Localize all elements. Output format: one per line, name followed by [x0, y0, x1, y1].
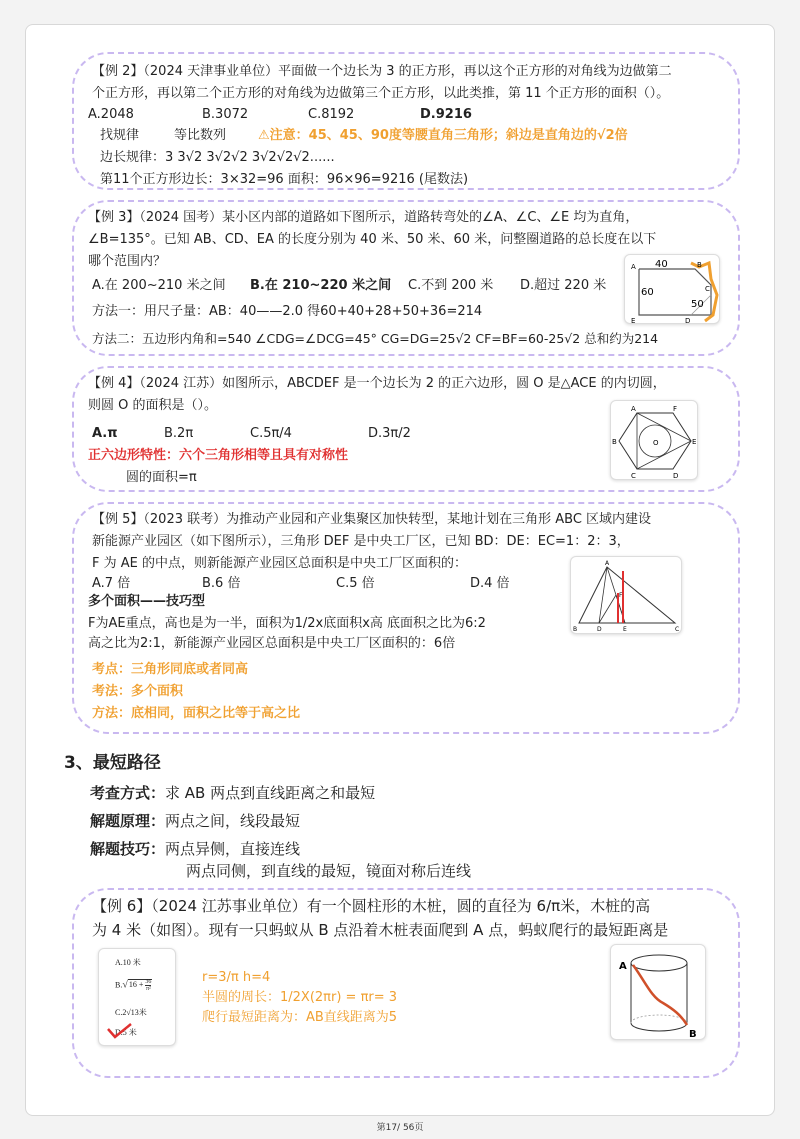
ex6-check-mark [105, 1021, 135, 1041]
ex6-options-card [98, 948, 176, 1046]
ex3-label-d: D [685, 317, 691, 325]
ex6-option-b-base: 16 + [128, 980, 144, 990]
ex2-option-d: D.9216 [420, 107, 472, 122]
ex6-solution-3: 爬行最短距离为：AB直线距离为5 [202, 1010, 398, 1025]
section-3-title: 3、最短路径 [64, 753, 161, 773]
ex3-option-c: C.不到 200 米 [408, 278, 494, 293]
ex4-label-e: E [692, 438, 697, 446]
ex4-label-f: F [673, 405, 678, 413]
section-3-way [90, 782, 375, 803]
ex5-triangle-figure [570, 556, 682, 634]
ex6-label-b: B [689, 1029, 697, 1040]
ex6-label-a: A [619, 961, 627, 972]
ex6-cylinder-diagram [611, 945, 707, 1041]
ex5-analysis-2: 高之比为2:1，新能源产业园区总面积是中央工厂区面积的：6倍 [88, 636, 456, 651]
ex4-answer: 圆的面积=π [126, 470, 197, 485]
ex3-option-a: A.在 200~210 米之间 [92, 278, 226, 293]
example-2-box [72, 52, 740, 190]
section-3-principle [90, 810, 300, 831]
ex4-label-a: A [631, 405, 636, 413]
ex6-option-b-num: 36 [145, 979, 152, 985]
ex6-solution-1: r=3/π h=4 [202, 970, 271, 985]
ex6-question-line2: 为 4 米（如图）。现有一只蚂蚁从 B 点沿着木桩表面爬到 A 点，蚂蚁爬行的最短距离是 [92, 921, 669, 939]
ex2-question-line1: 【例 2】（2024 天津事业单位）平面做一个边长为 3 的正方形，再以这个正方形的对角线为边做第二 [92, 64, 672, 79]
ex4-hexagon-diagram [611, 401, 699, 481]
ex3-label-c: C [705, 285, 710, 293]
ex5-question-line1: 【例 5】（2023 联考）为推动产业园和产业集聚区加快转型，某地计划在三角形 ABC 区域内建设 [92, 512, 652, 527]
page-number: 第17/ 56页 [376, 1123, 424, 1133]
ex6-solution-2: 半圆的周长：1/2X(2πr) = πr= 3 [202, 990, 398, 1005]
ex4-question-line2: 则圆 O 的面积是（）。 [88, 398, 217, 413]
ex3-label-60: 60 [641, 287, 654, 298]
section-3-way-label: 考查方式： [90, 784, 166, 802]
ex5-analysis-1: F为AE重点，高也是为一半，面积为1/2x底面积x高 底面积之比为6:2 [88, 616, 486, 631]
ex2-method-2: 等比数列 [174, 128, 227, 143]
section-3-skill-2: 两点同侧，到直线的最短，镜面对称后连线 [186, 862, 472, 880]
ex4-hexagon-figure [610, 400, 698, 480]
ex4-option-c: C.5π/4 [250, 426, 292, 441]
ex3-option-d: D.超过 220 米 [520, 278, 607, 293]
ex5-option-b: B.6 倍 [202, 576, 241, 591]
ex2-option-c: C.8192 [308, 107, 355, 122]
ex5-label-b: B [573, 626, 578, 633]
ex3-label-e: E [631, 317, 636, 325]
ex5-label-f: F [619, 592, 623, 599]
ex5-label-e: E [623, 626, 627, 633]
ex5-question-line2: 新能源产业园区（如下图所示），三角形 DEF 是中央工厂区，已知 BD：DE：EC=1：2：3， [92, 534, 630, 549]
ex6-option-b-prefix: B. [115, 980, 123, 990]
ex5-key-approach: 方法：底相同，面积之比等于高之比 [92, 706, 301, 721]
ex2-question-line2: 个正方形，再以第二个正方形的对角线为边做第三个正方形，以此类推，第 11 个正方形的面积（）。 [92, 86, 670, 101]
ex3-method-1: 方法一：用尺子量：AB：40——2.0 得60+40+28+50+36=214 [92, 304, 483, 319]
ex4-question-line1: 【例 4】（2024 江苏）如图所示，ABCDEF 是一个边长为 2 的正六边形，圆 O 是△ACE 的内切圆， [88, 376, 666, 391]
section-3-skill-text-1: 两点异侧，直接连线 [165, 840, 301, 858]
ex5-option-c: C.5 倍 [336, 576, 375, 591]
section-3-skill-label: 解题技巧： [90, 840, 166, 858]
ex5-key-point: 考点：三角形同底或者同高 [92, 662, 249, 677]
ex5-key-method: 考法：多个面积 [92, 684, 184, 699]
ex3-question-line2: ∠B=135°。已知 AB、CD、EA 的长度分别为 40 米、50 米、60 米，问整圈道路的总长度在以下 [88, 232, 657, 247]
ex5-question-line3: F 为 AE 的中点，则新能源产业园区总面积是中央工厂区面积的： [92, 556, 467, 571]
ex4-option-a: A.π [92, 426, 118, 441]
ex4-tip: 正六边形特性：六个三角形相等且具有对称性 [88, 448, 349, 463]
section-3-principle-label: 解题原理： [90, 812, 166, 830]
ex4-label-o: O [653, 439, 659, 447]
ex3-label-a: A [631, 263, 636, 271]
ex3-method-2: 方法二：五边形内角和=540 ∠CDG=∠DCG=45° CG=DG=25√2 CF=BF=60-25√2 总和约为214 [92, 331, 659, 346]
ex3-option-b: B.在 210~220 米之间 [250, 278, 392, 293]
ex6-option-a: A.10 米 [115, 958, 141, 967]
ex5-label-d: D [597, 626, 602, 633]
ex5-option-a: A.7 倍 [92, 576, 131, 591]
ex5-triangle-diagram [571, 557, 683, 635]
ex3-road-diagram [625, 255, 721, 325]
ex3-road-figure [624, 254, 720, 324]
ex2-side-rule: 边长规律：3 3√2 3√2√2 3√2√2√2...... [100, 150, 335, 165]
ex4-option-d: D.3π/2 [368, 426, 411, 441]
ex3-question-line3: 哪个范围内？ [88, 254, 167, 269]
ex4-label-c: C [631, 472, 636, 480]
ex6-option-d: D.5 米 [115, 1028, 137, 1037]
ex6-option-b-den: π² [145, 986, 151, 992]
ex2-option-a: A.2048 [88, 107, 134, 122]
ex2-result: 第11个正方形边长：3×32=96 面积：96×96=9216 (尾数法) [100, 172, 469, 187]
ex2-option-b: B.3072 [202, 107, 249, 122]
ex3-label-b: B [697, 261, 702, 269]
ex6-option-c: C.2√13米 [115, 1008, 147, 1017]
ex6-question-line1: 【例 6】（2024 江苏事业单位）有一个圆柱形的木桩，圆的直径为 6/π米，木桩的高 [92, 897, 651, 915]
ex6-option-b: B.√16 + $\frac{36}{\text{π²}}$ [115, 979, 152, 992]
ex6-cylinder-figure [610, 944, 706, 1040]
section-3-way-text: 求 AB 两点到直线距离之和最短 [165, 784, 376, 802]
ex3-label-50: 50 [691, 299, 704, 310]
ex3-question-line1: 【例 3】（2024 国考）某小区内部的道路如下图所示，道路转弯处的∠A、∠C、∠E 均为直角， [88, 210, 639, 225]
ex5-label-c: C [675, 626, 680, 633]
ex2-warning-note: ⚠注意：45、45、90度等腰直角三角形；斜边是直角边的√2倍 [258, 128, 628, 143]
ex5-label-a: A [605, 560, 610, 567]
section-3-skill [90, 838, 300, 859]
ex2-method-1: 找规律 [100, 128, 140, 143]
ex4-option-b: B.2π [164, 426, 194, 441]
ex5-subtitle: 多个面积——技巧型 [88, 594, 206, 609]
section-3-principle-text: 两点之间，线段最短 [165, 812, 301, 830]
ex5-option-d: D.4 倍 [470, 576, 510, 591]
ex4-label-b: B [612, 438, 617, 446]
ex3-label-40: 40 [655, 259, 668, 270]
ex4-label-d: D [673, 472, 679, 480]
